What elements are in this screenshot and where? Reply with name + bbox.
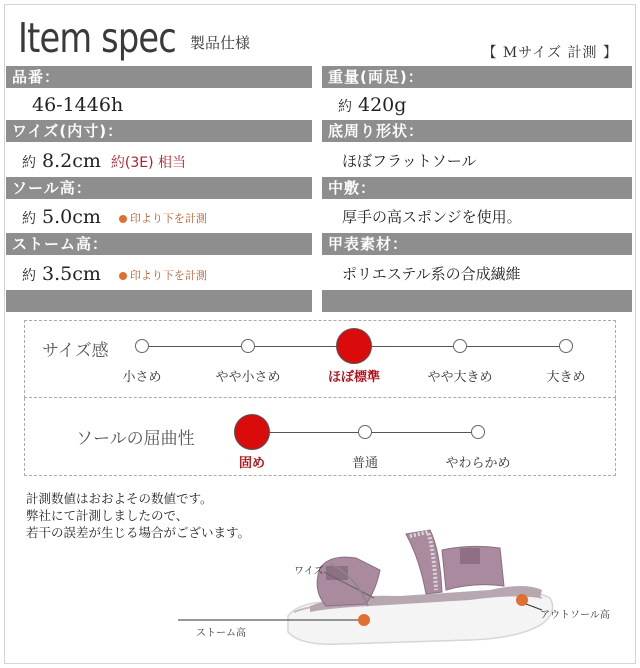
sole-height-note: [119, 204, 207, 234]
spec-header-weight: 重量(両足)：: [322, 66, 632, 88]
spec-header-width: ワイズ(内寸)：: [6, 120, 312, 142]
spec-header-upper: 甲表素材：: [322, 233, 632, 255]
insole-value: 厚手の高スポンジを使用。: [342, 208, 522, 226]
spec-header-sole-shape: 底周り形状：: [322, 120, 632, 142]
sole-height-value: 5.0cm: [42, 206, 101, 228]
size-feel-option-label: 大きめ: [546, 370, 586, 385]
page-subtitle: 製品仕様: [190, 34, 251, 52]
size-feel-option-label: ほぼ標準: [327, 370, 381, 385]
spec-value-hinban: [32, 90, 123, 120]
size-feel-label: サイズ感: [42, 341, 109, 361]
spec-value-storm-height: [22, 259, 207, 289]
weight-prefix: 約: [338, 99, 352, 115]
size-feel-option-marker: [241, 339, 255, 353]
note-line: 計測数値はおおよその数値です。: [26, 491, 213, 506]
storm-height-prefix: 約: [22, 268, 36, 284]
sole-flex-label: ソールの屈曲性: [76, 429, 195, 449]
size-feel-option-label: やや大きめ: [427, 370, 493, 385]
note-line: 弊社にて計測しましたので、: [26, 508, 189, 523]
weight-value: 420g: [358, 94, 407, 116]
sole-flex-option-marker: [234, 414, 270, 450]
spec-value-sole-height: [22, 202, 207, 232]
spec-header-empty-right: [322, 290, 632, 312]
storm-height-value: 3.5cm: [42, 263, 101, 285]
storm-callout-label: ストーム高: [196, 628, 246, 639]
size-feel-option-marker: [135, 339, 149, 353]
storm-height-note: [119, 261, 207, 291]
spec-header-hinban: 品番：: [6, 66, 312, 88]
upper-value: ポリエステル系の合成繊維: [342, 265, 521, 283]
marker-dot-icon: [119, 272, 127, 280]
buckle-icon: [460, 548, 480, 564]
marker-dot-icon: [119, 215, 127, 223]
sole-shape-value: ほぼフラットソール: [342, 152, 477, 170]
note-line: 若干の誤差が生じる場合がございます。: [26, 525, 251, 540]
sole-flex-option-label: 固め: [238, 456, 266, 471]
wise-callout-label: ワイズ: [294, 566, 324, 577]
width-value: 8.2cm: [42, 150, 101, 172]
sole-flex-option-label: やわらかめ: [445, 456, 511, 471]
sole-flex-option-marker: [471, 425, 485, 439]
sandal-illustration: [288, 530, 553, 644]
sole-flex-option-label: 普通: [351, 456, 379, 471]
measure-note: 【 Mサイズ 計測 】: [482, 45, 618, 61]
spec-header-insole: 中敷：: [322, 177, 632, 199]
size-feel-box: [24, 320, 616, 398]
sandal-diagram: [170, 520, 636, 666]
spec-value-width: [22, 146, 186, 176]
size-feel-option-label: 小さめ: [122, 370, 162, 385]
spec-header-sole-height: ソール高：: [6, 177, 312, 199]
spec-value-weight: [338, 90, 406, 120]
storm-height-note-text: 印より下を計測: [129, 269, 207, 282]
hinban-value: 46-1446h: [32, 94, 124, 116]
storm-marker-icon: [358, 614, 370, 626]
width-prefix: 約: [22, 155, 36, 171]
width-note: 約(3E) 相当: [110, 155, 187, 171]
sole-height-note-text: 印より下を計測: [129, 212, 207, 225]
size-feel-option-marker: [336, 328, 372, 364]
spec-header-storm-height: ストーム高：: [6, 233, 312, 255]
outsole-callout-label: アウトソール高: [540, 610, 610, 621]
size-feel-option-label: やや小さめ: [215, 370, 281, 385]
size-feel-option-marker: [559, 339, 573, 353]
sole-flex-option-marker: [358, 425, 372, 439]
page-title: Item spec: [18, 14, 176, 62]
size-feel-option-marker: [453, 339, 467, 353]
sole-height-prefix: 約: [22, 211, 36, 227]
spec-header-empty-left: [6, 290, 312, 312]
